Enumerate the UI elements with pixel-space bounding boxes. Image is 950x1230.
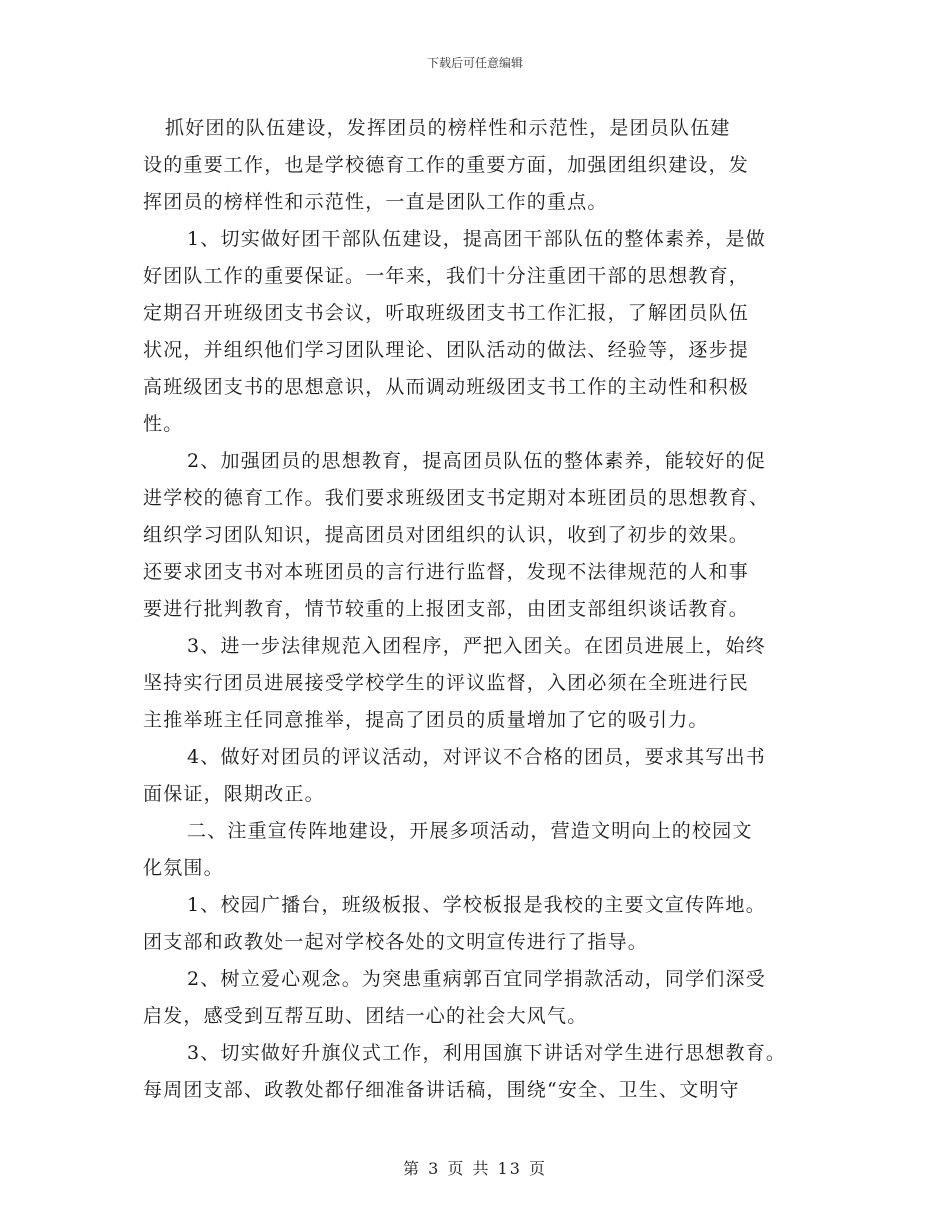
text-line: 组织学习团队知识，提高团员对团组织的认识，收到了初步的效果。 <box>143 524 750 546</box>
text-line: 状况，并组织他们学习团队理论、团队活动的做法、经验等，逐步提 <box>143 339 750 361</box>
text-line: 进学校的德育工作。我们要求班级团支书定期对本班团员的思想教育、 <box>143 487 770 509</box>
text-line: 3、切实做好升旗仪式工作，利用国旗下讲话对学生进行思想教育。 <box>187 1042 787 1064</box>
page-footer: 第 3 页 共 13 页 <box>403 1159 547 1178</box>
paragraph <box>143 887 823 961</box>
text-line: 挥团员的榜样性和示范性，一直是团队工作的重点。 <box>143 191 608 213</box>
document-body <box>143 110 823 1109</box>
text-line: 化氛围。 <box>143 857 224 879</box>
text-line: 每周团支部、政教处都仔细准备讲话稿，围绕“安全、卫生、文明守 <box>143 1079 740 1101</box>
paragraph <box>143 628 823 739</box>
text-line: 4、做好对团员的评议活动，对评议不合格的团员，要求其写出书 <box>187 746 766 768</box>
paragraph <box>143 443 823 628</box>
text-line: 抓好团的队伍建设，发挥团员的榜样性和示范性，是团员队伍建 <box>165 117 731 139</box>
text-line: 团支部和政教处一起对学校各处的文明宣传进行了指导。 <box>143 931 649 953</box>
text-line: 启发，感受到互帮互助、团结一心的社会大风气。 <box>143 1005 588 1027</box>
text-line: 3、进一步法律规范入团程序，严把入团关。在团员进展上，始终 <box>187 635 766 657</box>
paragraph <box>143 1035 823 1109</box>
text-line: 性。 <box>143 413 184 435</box>
text-line: 1、切实做好团干部队伍建设，提高团干部队伍的整体素养，是做 <box>187 228 766 250</box>
text-line: 坚持实行团员进展接受学校学生的评议监督，入团必须在全班进行民 <box>143 672 750 694</box>
text-line: 1、校园广播台，班级板报、学校板报是我校的主要文宣传阵地。 <box>187 894 766 916</box>
text-line: 高班级团支书的思想意识，从而调动班级团支书工作的主动性和积极 <box>143 376 750 398</box>
text-line: 主推举班主任同意推举，提高了团员的质量增加了它的吸引力。 <box>143 709 709 731</box>
text-line: 2、加强团员的思想教育，提高团员队伍的整体素养，能较好的促 <box>187 450 766 472</box>
text-line: 还要求团支书对本班团员的言行进行监督，发现不法律规范的人和事 <box>143 561 750 583</box>
text-line: 要进行批判教育，情节较重的上报团支部，由团支部组织谈话教育。 <box>143 598 750 620</box>
text-line: 面保证，限期改正。 <box>143 783 325 805</box>
paragraph <box>143 739 823 813</box>
paragraph <box>143 813 823 887</box>
text-line: 设的重要工作，也是学校德育工作的重要方面，加强团组织建设，发 <box>143 154 750 176</box>
text-line: 二、注重宣传阵地建设，开展多项活动，营造文明向上的校园文 <box>187 820 753 842</box>
text-line: 2、树立爱心观念。为突患重病郭百宜同学捐款活动，同学们深受 <box>187 968 766 990</box>
paragraph <box>143 961 823 1035</box>
text-line: 好团队工作的重要保证。一年来，我们十分注重团干部的思想教育， <box>143 265 750 287</box>
paragraph <box>143 221 823 443</box>
paragraph <box>143 110 823 221</box>
text-line: 定期召开班级团支书会议，听取班级团支书工作汇报，了解团员队伍 <box>143 302 750 324</box>
page-header: 下载后可任意编辑 <box>426 56 523 70</box>
